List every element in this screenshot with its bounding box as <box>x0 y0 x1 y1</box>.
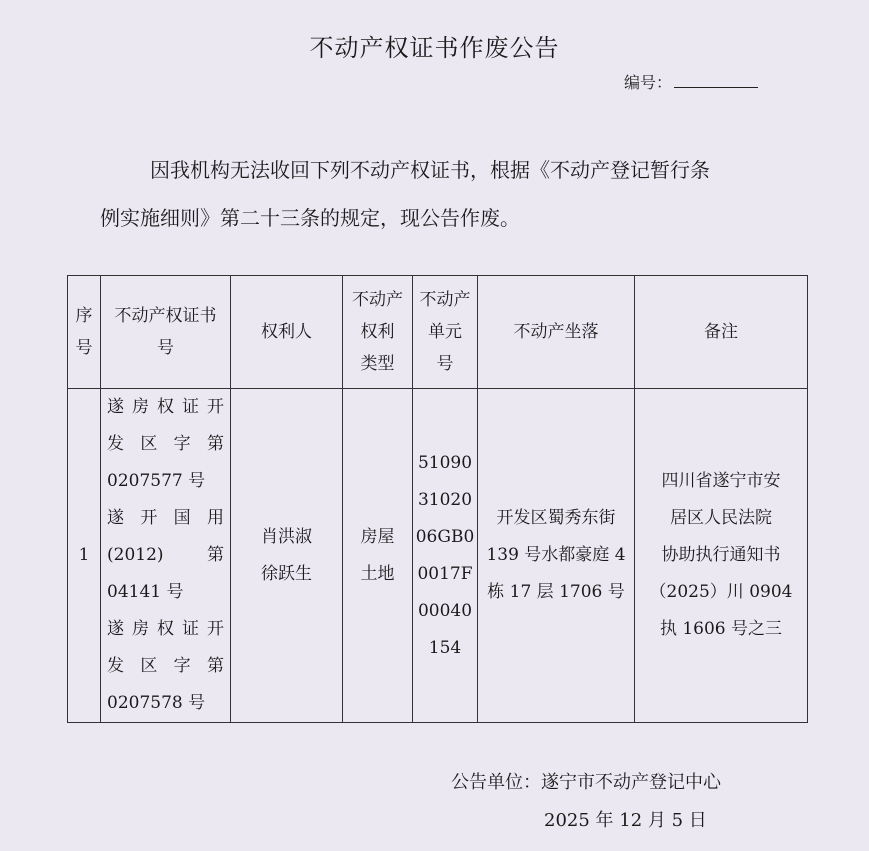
cell-seq: 1 <box>68 389 101 723</box>
header-remark: 备注 <box>635 276 808 389</box>
issue-date: 2025 年 12 月 5 日 <box>544 810 707 831</box>
cell-cert-no: 遂房权证开 发区字第 0207577 号 遂开国用 (2012) 第 04141 号 遂房权证开 发区字第 0207578 号 <box>101 389 231 723</box>
cell-right-type: 房屋 土地 <box>343 389 413 723</box>
header-unit-no: 不动产 单元 号 <box>413 276 478 389</box>
header-right-type: 不动产 权利 类型 <box>343 276 413 389</box>
table-header-row <box>68 276 808 389</box>
header-location: 不动产坐落 <box>478 276 635 389</box>
paragraph-line-1: 因我机构无法收回下列不动产权证书，根据《不动产登记暂行条 <box>150 158 710 182</box>
serial-blank-line <box>674 73 758 88</box>
serial-label: 编号： <box>624 73 673 92</box>
cell-unit-no: 51090 31020 06GB0 0017F 00040 154 <box>413 389 478 723</box>
serial-number <box>624 70 758 93</box>
header-holder: 权利人 <box>231 276 343 389</box>
table-row <box>68 389 808 723</box>
paragraph-line-2: 例实施细则》第二十三条的规定，现公告作废。 <box>100 206 520 230</box>
header-cert-no: 不动产权证书 号 <box>101 276 231 389</box>
announcement-paragraph <box>100 146 800 242</box>
header-seq: 序 号 <box>68 276 101 389</box>
issuing-unit: 公告单位：遂宁市不动产登记中心 <box>451 772 721 793</box>
cell-holder: 肖洪淑 徐跃生 <box>231 389 343 723</box>
certificate-table <box>67 275 808 723</box>
cell-remark: 四川省遂宁市安 居区人民法院 协助执行通知书 （2025）川 0904 执 1606 号之三 <box>635 389 808 723</box>
page-title: 不动产权证书作废公告 <box>309 34 560 62</box>
cell-location: 开发区蜀秀东街 139 号水都豪庭 4 栋 17 层 1706 号 <box>478 389 635 723</box>
